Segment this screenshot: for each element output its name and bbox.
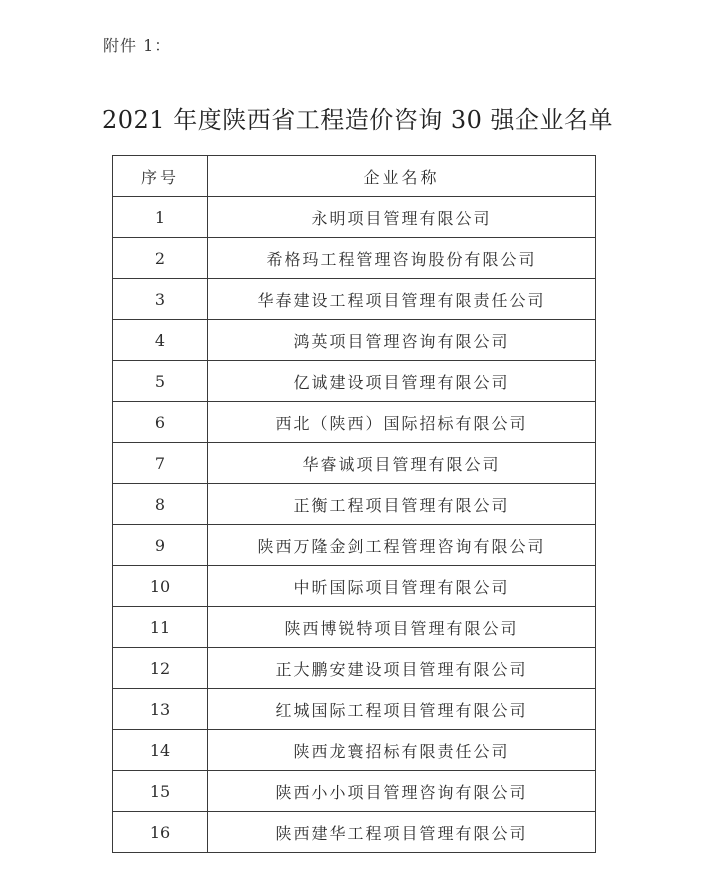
table-row — [113, 648, 596, 689]
company-name: 亿诚建设项目管理有限公司 — [208, 361, 596, 402]
table-row — [113, 402, 596, 443]
row-number: 10 — [113, 566, 208, 607]
row-number: 15 — [113, 771, 208, 812]
row-number: 6 — [113, 402, 208, 443]
company-name: 希格玛工程管理咨询股份有限公司 — [208, 238, 596, 279]
row-number: 7 — [113, 443, 208, 484]
header-serial-number: 序号 — [113, 156, 208, 197]
row-number: 8 — [113, 484, 208, 525]
table-row — [113, 320, 596, 361]
row-number: 3 — [113, 279, 208, 320]
company-name: 陕西建华工程项目管理有限公司 — [208, 812, 596, 853]
row-number: 13 — [113, 689, 208, 730]
table-row — [113, 238, 596, 279]
table-row — [113, 279, 596, 320]
company-name: 陕西万隆金剑工程管理咨询有限公司 — [208, 525, 596, 566]
table-row — [113, 566, 596, 607]
company-name: 正大鹏安建设项目管理有限公司 — [208, 648, 596, 689]
company-name: 鸿英项目管理咨询有限公司 — [208, 320, 596, 361]
company-name: 陕西博锐特项目管理有限公司 — [208, 607, 596, 648]
row-number: 14 — [113, 730, 208, 771]
document-title: 2021 年度陕西省工程造价咨询 30 强企业名单 — [101, 106, 613, 134]
table-row — [113, 730, 596, 771]
company-name: 红城国际工程项目管理有限公司 — [208, 689, 596, 730]
company-name: 西北（陕西）国际招标有限公司 — [208, 402, 596, 443]
row-number: 12 — [113, 648, 208, 689]
header-company-name: 企业名称 — [208, 156, 596, 197]
company-name: 永明项目管理有限公司 — [208, 197, 596, 238]
table-header-row — [113, 156, 596, 197]
table-row — [113, 771, 596, 812]
row-number: 11 — [113, 607, 208, 648]
row-number: 16 — [113, 812, 208, 853]
row-number: 1 — [113, 197, 208, 238]
table-body — [113, 197, 596, 853]
attachment-label: 附件 1： — [103, 36, 172, 55]
company-name: 华春建设工程项目管理有限责任公司 — [208, 279, 596, 320]
table-row — [113, 443, 596, 484]
table-row — [113, 689, 596, 730]
company-name: 中昕国际项目管理有限公司 — [208, 566, 596, 607]
row-number: 9 — [113, 525, 208, 566]
company-name: 华睿诚项目管理有限公司 — [208, 443, 596, 484]
table-row — [113, 484, 596, 525]
table-row — [113, 361, 596, 402]
row-number: 2 — [113, 238, 208, 279]
company-name: 陕西小小项目管理咨询有限公司 — [208, 771, 596, 812]
table-row — [113, 812, 596, 853]
table-row — [113, 197, 596, 238]
company-table — [112, 155, 596, 853]
row-number: 4 — [113, 320, 208, 361]
company-name: 正衡工程项目管理有限公司 — [208, 484, 596, 525]
company-name: 陕西龙寰招标有限责任公司 — [208, 730, 596, 771]
table-row — [113, 607, 596, 648]
table-row — [113, 525, 596, 566]
row-number: 5 — [113, 361, 208, 402]
